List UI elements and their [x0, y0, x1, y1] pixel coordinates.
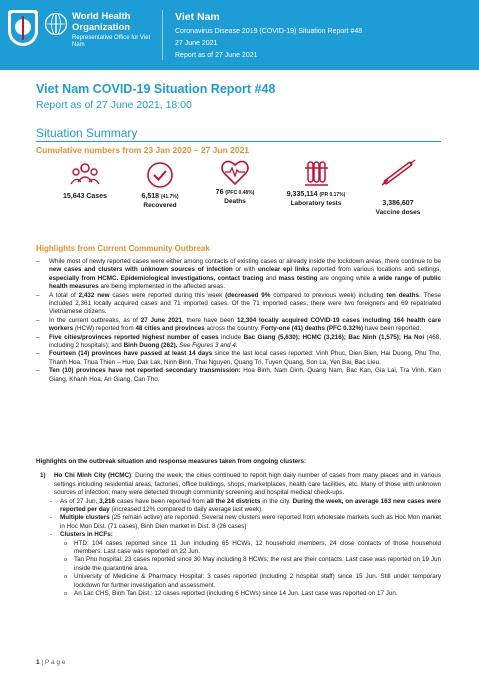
- stat-deaths: [200, 158, 270, 205]
- stat-recovered-label: Recovered: [143, 202, 177, 209]
- stat-tests-value: 9,335,114: [286, 191, 318, 198]
- report-title: Viet Nam COVID-19 Situation Report #48: [36, 82, 276, 96]
- test-tubes-icon: [301, 158, 331, 188]
- stat-tests-pct: (PR 0.17%): [319, 192, 346, 198]
- cumulative-heading: Cumulative numbers from 23 Jan 2020 – 27 Jun 2021: [36, 145, 250, 155]
- highlights-list: [36, 258, 441, 384]
- stat-deaths-label: Deaths: [224, 198, 246, 205]
- stat-tests: [276, 158, 356, 207]
- highlights-heading: Highlights from Current Community Outbreak: [36, 244, 210, 253]
- report-header-banner: [0, 0, 479, 70]
- highlight-bullet-3: – In the current outbreaks, as of 27 June 2021, there have been 12,304 locally acquired COVID-19 cases including 164 health care workers (HCW) reported from 48 cities and provinces across the country. Forty-one (41) deaths (PFC 0.32%) have been reported.: [36, 317, 441, 334]
- hcmc-sub-hcf: - Clusters in HCFs:: [36, 531, 441, 539]
- header-report-name: Coronavirus Disease 2019 (COVID-19) Situation Report #48: [175, 28, 363, 35]
- org-subtitle: Representative Office for Viet Nam: [72, 35, 151, 48]
- header-country: Viet Nam: [175, 11, 220, 23]
- hcf-cluster-tan-phu: o Tan Phu hospital: 23 cases reported since 30 May including 8 HCWs; the rest are their contacts. Last case was reported on 19 Jun inside the quarantine area.: [36, 556, 441, 573]
- highlight-bullet-4: – Five cities/provinces reported highest number of cases include Bac Giang (5,630); HCMC (3,216); Bac Ninh (1,575); Ha Noi (468, including 2 hospitals); and Binh Duong (262). See Figures 3 and 4.: [36, 334, 441, 351]
- stat-cases: [50, 160, 120, 200]
- header-date: 27 June 2021: [175, 40, 218, 47]
- hcmc-sub-cases: - As of 27 Jun, 3,216 cases have been reported from all the 24 districts in the city. During the week, on average 163 new cases were reported per day (increased 12% compared to daily average last week).: [36, 498, 441, 515]
- org-name: World Health Organization: [72, 11, 131, 33]
- hcf-cluster-an-lac: o An Lac CHS, Binh Tan Dist.: 12 cases reported (including 6 HCWs) since 14 Jun. Last case was reported on 17 Jun.: [36, 590, 441, 598]
- page-label: | P a g e: [39, 659, 66, 666]
- header-divider: [162, 10, 163, 60]
- highlight-bullet-6: – Ten (10) provinces have not reported secondary transmission: Hoa Binh, Nam Dinh, Quang Nam, Bac Kan, Gia Lai, Tra Vinh, Kien Giang, Khanh Hoa, An Giang, Can Tho.: [36, 367, 441, 384]
- stat-deaths-value: 76: [215, 189, 224, 196]
- page-number: 1: [36, 659, 40, 666]
- hcmc-sub-clusters: - Multiple clusters (25 remain active) are reported. Several new clusters were reported from wholesale markets such as Hoc Mon market in Hoc Mon Dist. (71 cases), Binh Dien market in Dist. 8 (26 cases): [36, 514, 441, 531]
- heartbeat-icon: [220, 158, 250, 186]
- section-divider: [36, 141, 441, 142]
- hcf-cluster-htd: o HTD: 104 cases reported since 11 Jun including 65 HCWs, 12 household members, 24 close contacts of those household members. Last case was reported on 22 Jun.: [36, 540, 441, 557]
- stat-recovered-value: 6,518: [141, 193, 160, 200]
- stat-vaccine: [358, 158, 438, 216]
- section-title: Situation Summary: [36, 126, 138, 140]
- clusters-heading: Highlights on the outbreak situation and response measures taken from ongoing clusters:: [36, 458, 307, 465]
- who-emblem-icon: [44, 12, 68, 36]
- national-emblem-shield-icon: [8, 10, 38, 46]
- header-report-as-of: Report as of 27 June 2021: [175, 52, 258, 59]
- report-subtitle: Report as of 27 June 2021, 18:00: [36, 99, 192, 111]
- syringe-icon: [380, 158, 416, 188]
- highlight-bullet-5: – Fourteen (14) provinces have passed at least 14 days since the last local cases reported: Vinh Phuc, Dien Bien, Hai Duong, Phu Tho, Thanh Hoa, Thua Thien – Hue, Dak Lak, Ninh Binh, Thai Nguyen, Quang Tri, Tuyen Quang, Son La, Yen Bai, Bac Lieu.: [36, 350, 441, 367]
- stat-deaths-pct: (PFC 0.48%): [225, 190, 255, 196]
- highlight-bullet-2: – A total of 2,432 new cases were reported during this week (decreased 9% compared to previous week) including ten deaths. These included 2,361 locally acquired cases and 71 imported cases. Of the 71 imported cases, there were two foreigners and 69 repatriated Vietnamese citizens.: [36, 292, 441, 317]
- people-group-icon: [70, 160, 100, 190]
- stat-tests-label: Laboratory tests: [290, 200, 342, 207]
- page-footer: [36, 659, 65, 666]
- hcf-cluster-ump: o University of Medicine & Pharmacy Hospital: 3 cases reported (including 2 hospital staff) since 15 Jun. Still under temporary lockdown for further investigation and assessment.: [36, 573, 441, 590]
- highlight-bullet-1: – While most of newly reported cases were either among contacts of existing cases or already inside the lockdown areas, there continue to be new cases and clusters with unknown sources of infection or with unclear epi links reported from various locations and settings, especially from HCMC. Epidemiological investigations, contact tracing and mass testing are ongoing while a wide range of public health measures are being implemented in the affected areas.: [36, 258, 441, 292]
- stat-cases-value: 15,643 Cases: [63, 193, 107, 200]
- stat-recovered: [125, 160, 195, 209]
- stat-vaccine-value: 3,386,607: [382, 200, 414, 207]
- hcmc-item: 1) Ho Chi Minh City (HCMC): During the week, the cities continued to report high daily number of cases from many places and in various settings including residential areas, factories, office buildings, shops, marketplaces, health care facilities, etc. Many of those with unknown sources of infection; many were detected through community screening and hospital medical check-ups.: [40, 472, 441, 497]
- outbreak-clusters-section: [36, 458, 441, 599]
- stat-vaccine-label: Vaccine doses: [375, 209, 421, 216]
- recovered-check-icon: [145, 160, 175, 190]
- stat-recovered-pct: (41.7%): [160, 194, 179, 200]
